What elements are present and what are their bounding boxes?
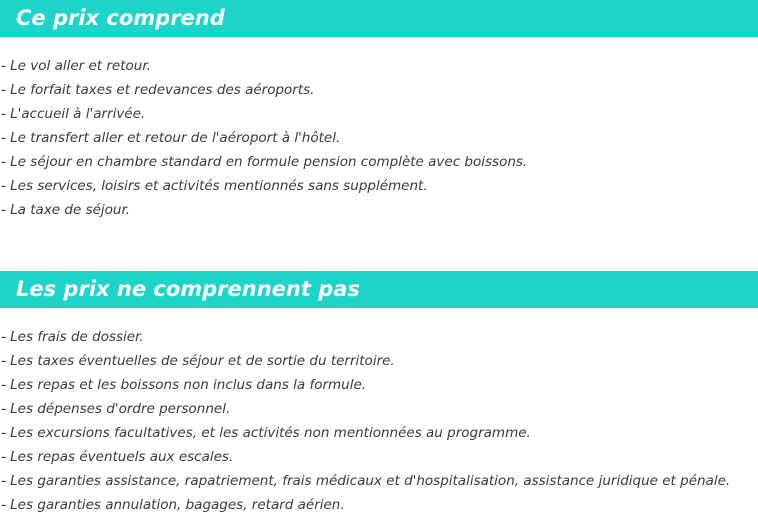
list-item: - Le vol aller et retour. bbox=[1, 58, 151, 74]
list-item: - Les taxes éventuelles de séjour et de sortie du territoire. bbox=[1, 353, 395, 369]
price-includes-list bbox=[0, 37, 758, 222]
list-item: - L'accueil à l'arrivée. bbox=[1, 106, 146, 122]
list-item: - Les dépenses d'ordre personnel. bbox=[1, 401, 231, 417]
list-item: - La taxe de séjour. bbox=[1, 202, 131, 218]
list-item: - Les excursions facultatives, et les activités non mentionnées au programme. bbox=[1, 425, 531, 441]
list-item: - Les repas éventuels aux escales. bbox=[1, 449, 234, 465]
price-excludes-title: Les prix ne comprennent pas bbox=[0, 271, 758, 308]
price-includes-title: Ce prix comprend bbox=[0, 0, 758, 37]
list-item: - Les services, loisirs et activités mentionnés sans supplément. bbox=[1, 178, 428, 194]
list-item: - Les garanties annulation, bagages, retard aérien. bbox=[1, 497, 345, 513]
list-item: - Les repas et les boissons non inclus dans la formule. bbox=[1, 377, 367, 393]
list-item: - Le transfert aller et retour de l'aéroport à l'hôtel. bbox=[1, 130, 341, 146]
price-excludes-list bbox=[0, 308, 758, 517]
list-item: - Le séjour en chambre standard en formule pension complète avec boissons. bbox=[1, 154, 528, 170]
list-item: - Les garanties assistance, rapatriement, frais médicaux et d'hospitalisation, assistance juridique et pénale. bbox=[1, 473, 731, 489]
price-excludes-section bbox=[0, 271, 758, 517]
list-item: - Le forfait taxes et redevances des aéroports. bbox=[1, 82, 315, 98]
price-includes-section bbox=[0, 0, 758, 222]
list-item: - Les frais de dossier. bbox=[1, 329, 144, 345]
